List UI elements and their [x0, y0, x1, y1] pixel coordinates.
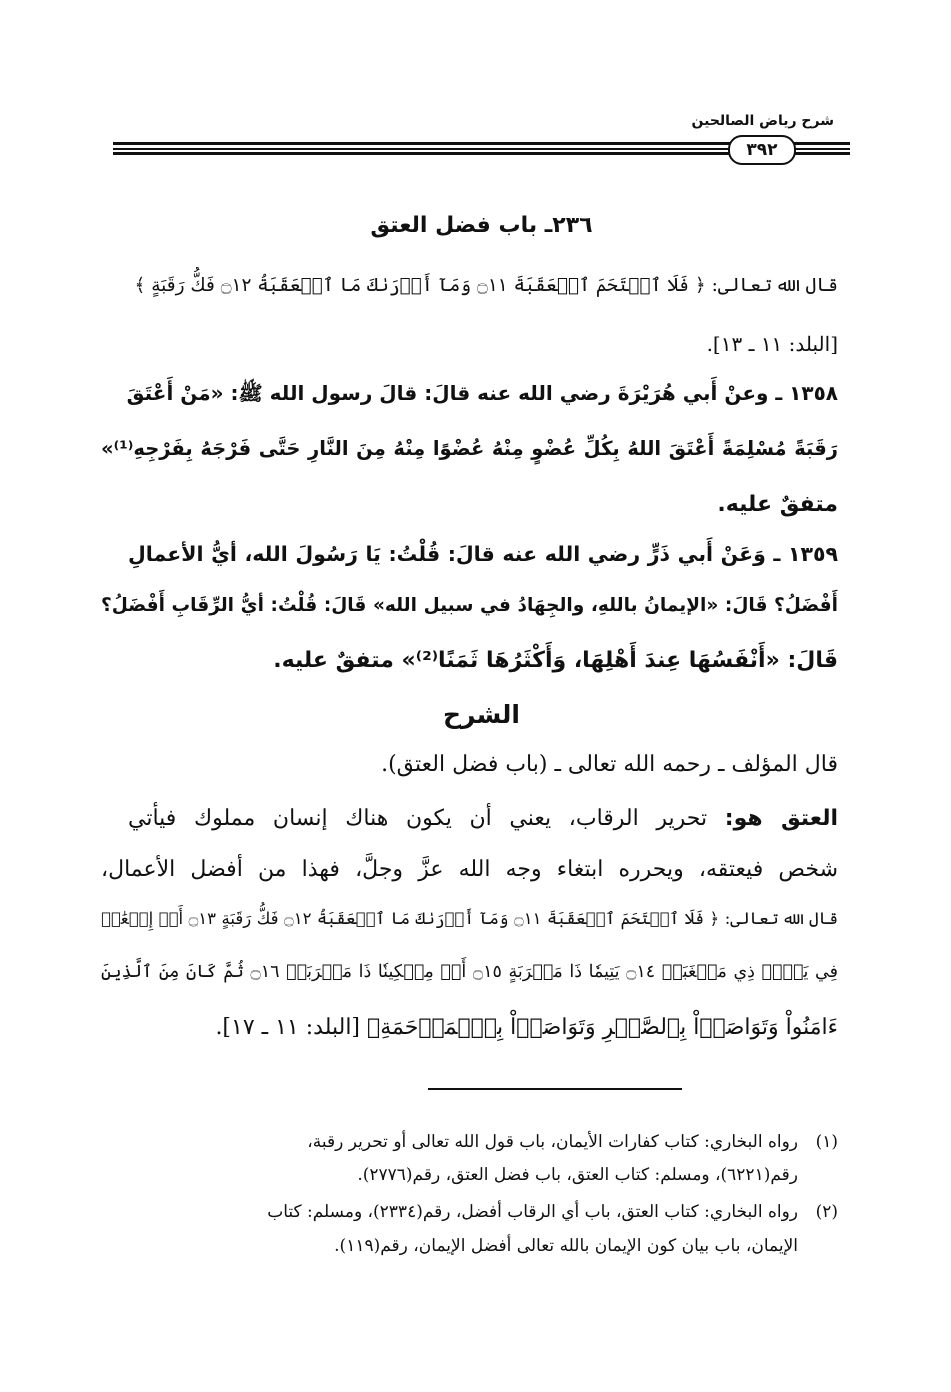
footnote-continuation: الإيمان، باب بيان كون الإيمان بالله تعالى أفضل الإيمان، رقم(١١٩).: [334, 1236, 798, 1256]
quran-verse-line: قال الله تعالى: ﴿ فَلَا ٱقۡتَحَمَ ٱلۡعَقَبَةَ ۝١١ وَمَآ أَدۡرَىٰكَ مَا ٱلۡعَقَبَةُ ۝١٢ فَكُّ رَقَبَةٍ ﴾: [134, 275, 838, 296]
hadith-1359-line: ١٣٥٩ ـ وَعَنْ أَبي ذَرٍّ رضي الله عنه قالَ: قُلْتُ: يَا رَسُولَ الله، أيُّ الأعمالِ: [128, 542, 838, 566]
definition-term: العتق هو:: [724, 806, 838, 831]
hadith-1358-line: ١٣٥٨ ـ وعنْ أَبي هُرَيْرَةَ رضي الله عنه قالَ: قالَ رسول الله ﷺ: «مَنْ أَعْتَقَ: [126, 381, 838, 405]
hadith-1359-line: قَالَ: «أَنْفَسُهَا عِندَ أَهْلِهَا، وَأَكْثَرُهَا ثَمَنًا⁽²⁾» متفقٌ عليه.: [273, 648, 838, 673]
hadith-1358-line: رَقَبَةً مُسْلِمَةً أَعْتَقَ اللهُ بِكُلِّ عُضْوٍ مِنْهُ عُضْوًا مِنْهُ مِنَ النَّارِ حَتَّى فَرْجَهُ بِفَرْجِهِ⁽¹⁾»: [101, 437, 838, 460]
hadith-1359-line: أَفْضَلُ؟ قَالَ: «الإيمانُ باللهِ، والجِهَادُ في سبيل الله» قَالَ: قُلْتُ: أيُّ الرِّقَابِ أَفْضَلُ؟: [101, 595, 838, 616]
verse-reference: [البلد: ١١ ـ ١٣].: [706, 332, 838, 356]
footnote-separator: [428, 1088, 682, 1090]
footnote-text: رواه البخاري: كتاب العتق، باب أي الرقاب أفضل، رقم(٢٣٣٤)، ومسلم: كتاب: [267, 1202, 798, 1222]
footnote: [101, 1202, 838, 1222]
sharh-heading: الشرح: [443, 700, 520, 729]
sharh-paragraph-line: شخص فيعتقه، ويحرره ابتغاء وجه الله عزَّ وجلَّ، فهذا من أفضل الأعمال،: [101, 857, 838, 882]
sharh-paragraph-line: قال الله تعالى: ﴿ فَلَا ٱقۡتَحَمَ ٱلۡعَقَبَةَ ۝١١ وَمَآ أَدۡرَىٰكَ مَا ٱلۡعَقَبَةُ ۝١٢ فَكُّ رَقَبَةٍ ۝١٣ أَوۡ إِطۡعَٰمٞ: [101, 909, 839, 928]
sharh-paragraph-line: [128, 806, 838, 831]
footnote-text: رواه البخاري: كتاب كفارات الأيمان، باب قول الله تعالى أو تحرير رقبة،: [307, 1132, 798, 1152]
sharh-paragraph-line: فِي يَوۡمٖ ذِي مَسۡغَبَةٖ ۝١٤ يَتِيمٗا ذَا مَقۡرَبَةٍ ۝١٥ أَوۡ مِسۡكِينٗا ذَا مَتۡرَبَةٖ ۝١٦ ثُمَّ كَانَ مِنَ ٱلَّذِينَ: [101, 962, 838, 982]
sharh-paragraph-line: ءَامَنُواْ وَتَوَاصَوۡاْ بِٱلصَّبۡرِ وَتَوَاصَوۡاْ بِٱلۡمَرۡحَمَةِ﴾ [البلد: ١١ ـ ١٧].: [215, 1015, 838, 1040]
sharh-paragraph-line: قال المؤلف ـ رحمه الله تعالى ـ (باب فضل العتق).: [381, 752, 838, 777]
footnote: [101, 1132, 838, 1152]
footnote-number: (١): [815, 1132, 838, 1152]
page-number: ٣٩٢: [728, 135, 796, 165]
hadith-1358-attribution: متفقٌ عليه.: [717, 492, 838, 517]
footnote-number: (٢): [815, 1202, 838, 1222]
running-title: شرح رياض الصالحين: [691, 113, 834, 129]
definition-text: تحرير الرقاب، يعني أن يكون هناك إنسان مملوك فيأتي: [128, 806, 725, 831]
footnote-continuation: رقم(٦٢٢١)، ومسلم: كتاب العتق، باب فضل العتق، رقم(٢٧٧٦).: [357, 1165, 798, 1185]
chapter-title: ٢٣٦ـ باب فضل العتق: [370, 213, 593, 238]
